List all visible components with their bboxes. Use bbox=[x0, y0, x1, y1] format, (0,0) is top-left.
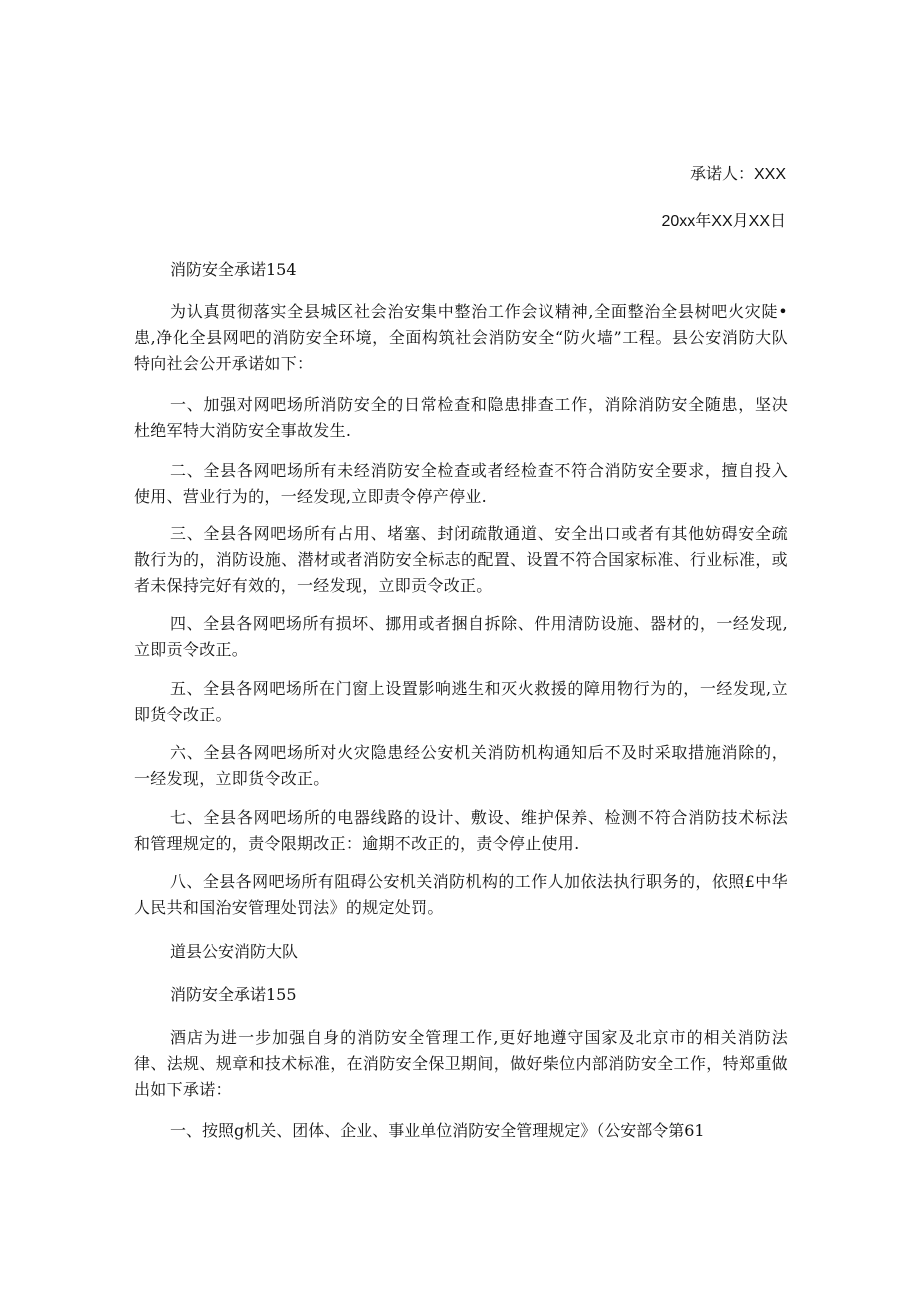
section-154-item-8: 八、全县各网吧场所有阻碍公安机关消防机构的工作人加依法执行职务的，依照£中华人民共和国治安管理处罚法》的规定处罚。 bbox=[134, 872, 788, 917]
section-154-item-3: 三、全县各网吧场所有占用、堵塞、封闭疏散通道、安全出口或者有其他妨碍安全疏散行为的，消防设施、潜材或者消防安全标志的配置、设置不符合国家标准、行业标准，或者未保持完好有效的，一经发现，立即贡令改正。 bbox=[134, 524, 788, 595]
section-154-signoff: 道县公安消防大队 bbox=[170, 942, 299, 961]
section-154-title: 消防安全承诺154 bbox=[170, 260, 297, 279]
section-154-item-2: 二、全县各网吧场所有未经消防安全检查或者经检查不符合消防安全要求，擅自投入使用、营业行为的，一经发现,立即责令停产停业. bbox=[134, 461, 788, 506]
section-154-item-5: 五、全县各网吧场所在门窗上设置影响逃生和灭火救援的障用物行为的，一经发现,立即货令改正。 bbox=[134, 679, 788, 724]
section-155-intro: 酒店为进一步加强自身的消防安全管理工作,更好地遵守国家及北京市的相关消防法律、法规、规章和技术标准，在消防安全保卫期间，做好柴位内部消防安全工作，特郑重做出如下承诺： bbox=[134, 1028, 788, 1099]
section-154-item-7: 七、全县各网吧场所的电器线路的设计、敷设、维护保养、检测不符合消防技术标法和管理规定的，责令限期改正：逾期不改正的，责令停止使用. bbox=[134, 808, 788, 853]
section-155-title: 消防安全承诺155 bbox=[170, 985, 297, 1004]
section-154-item-4: 四、全县各网吧场所有损坏、挪用或者捆自拆除、件用清防设施、器材的，一经发现,立即贡令改正。 bbox=[134, 614, 788, 659]
date-line: 20xx年XX月XX日 bbox=[661, 213, 786, 230]
promiser-line: 承诺人：XXX bbox=[689, 166, 786, 183]
section-155-item-1: 一、按照g机关、团体、企业、事业单位消防安全管理规定》（公安部令第61 bbox=[170, 1121, 705, 1140]
section-154-intro: 为认真贯彻落实全县城区社会治安集中整治工作会议精神,全面整治全县树吧火灾陡•患,净化全县网吧的消防安全环境，全面构筑社会消防安全“防火墙”工程。县公安消防大队特向社会公开承诺如下： bbox=[134, 302, 788, 373]
section-154-item-6: 六、全县各网吧场所对火灾隐患经公安机关消防机构通知后不及时采取措施消除的，一经发现，立即货令改正。 bbox=[134, 743, 788, 788]
section-154-item-1: 一、加强对网吧场所消防安全的日常检查和隐患排查工作，消除消防安全随患，坚决杜绝军特大消防安全事故发生. bbox=[134, 395, 788, 440]
